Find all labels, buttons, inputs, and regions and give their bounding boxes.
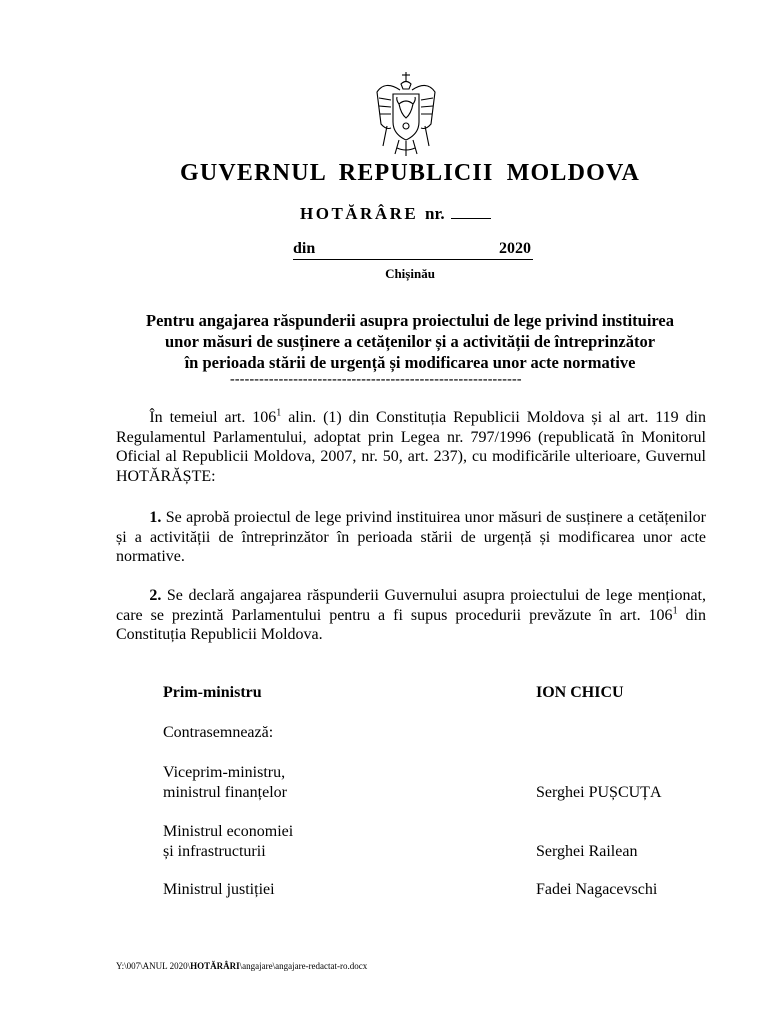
prime-minister-name: ION CHICU bbox=[536, 684, 624, 701]
subject-separator: ------------------------------------------------------------ bbox=[230, 372, 522, 387]
footer-path-b: \angajare\angajare-redactat-ro.docx bbox=[239, 961, 368, 971]
signatory-2-role-line-1: Ministrul economiei bbox=[163, 823, 294, 840]
date-prefix: din bbox=[293, 240, 316, 257]
subject-line: Pentru angajarea răspunderii asupra proiectului de lege privind instituirea bbox=[145, 311, 675, 330]
coat-of-arms-icon bbox=[371, 70, 441, 158]
article-1-text: Se aprobă proiectul de lege privind instituirea unor măsuri de susținere a cetățenilor și a activității de întreprinzător în perioada stării de urgență și modificarea unor acte normative. bbox=[116, 509, 706, 565]
date-year: 2020 bbox=[499, 240, 531, 257]
government-title: GUVERNUL REPUBLICII MOLDOVA bbox=[179, 160, 641, 186]
article-1-number: 1. bbox=[149, 509, 162, 526]
signatory-1-role-line-1: Viceprim-ministru, bbox=[163, 764, 286, 781]
decision-subject bbox=[100, 310, 720, 373]
decision-number-label: nr. bbox=[424, 204, 445, 223]
preamble-text-a: În temeiul art. 106 bbox=[149, 409, 277, 426]
decision-number-blank bbox=[451, 204, 491, 219]
date-line bbox=[293, 240, 533, 260]
decision-title bbox=[300, 204, 491, 224]
file-path-footer bbox=[116, 961, 367, 971]
article-2-text-a: Se declară angajarea răspunderii Guvernului asupra proiectului de lege menționat, care se prezintă Parlamentului pentru a fi supus procedurii prevăzute în art. 106 bbox=[116, 587, 706, 624]
signatory-2-name: Serghei Railean bbox=[536, 843, 638, 860]
article-2-superscript: 1 bbox=[672, 605, 678, 617]
article-2-paragraph bbox=[116, 586, 706, 645]
article-2-text-b: din Constituția Republicii Moldova. bbox=[116, 606, 706, 643]
countersign-label: Contrasemnează: bbox=[163, 724, 274, 741]
article-1-paragraph bbox=[116, 508, 706, 567]
city: Chișinău bbox=[385, 266, 435, 281]
subject-line: unor măsuri de susținere a cetățenilor și a activității de întreprinzător bbox=[164, 332, 656, 351]
preamble-text-b: alin. (1) din Constituția Republicii Moldova și al art. 119 din Regulamentul Parlamentului, adoptat prin Legea nr. 797/1996 (republicată în Monitorul Oficial al Republicii Moldova, 2007, nr. 50, art. 237), cu modificările ulterioare, Guvernul HOTĂRĂȘTE: bbox=[116, 409, 707, 485]
article-2-number: 2. bbox=[149, 587, 162, 604]
signatory-2-role-line-2: și infrastructurii bbox=[163, 843, 266, 860]
preamble-superscript: 1 bbox=[276, 407, 282, 419]
signatory-1-role-line-2: ministrul finanțelor bbox=[163, 784, 287, 801]
signatory-3-role: Ministrul justiției bbox=[163, 881, 275, 898]
preamble-paragraph bbox=[116, 408, 706, 486]
decision-label: HOTĂRÂRE bbox=[300, 204, 419, 223]
subject-line: în perioada stării de urgență și modificarea unor acte normative bbox=[184, 353, 636, 372]
footer-path-caps: HOTĂRÂRI bbox=[190, 961, 240, 971]
signatory-3-name: Fadei Nagacevschi bbox=[536, 881, 658, 898]
footer-path-a: Y:\007\ANUL 2020\ bbox=[116, 961, 191, 971]
prime-minister-role: Prim-ministru bbox=[163, 684, 262, 701]
signatory-1-name: Serghei PUȘCUȚA bbox=[536, 784, 662, 801]
